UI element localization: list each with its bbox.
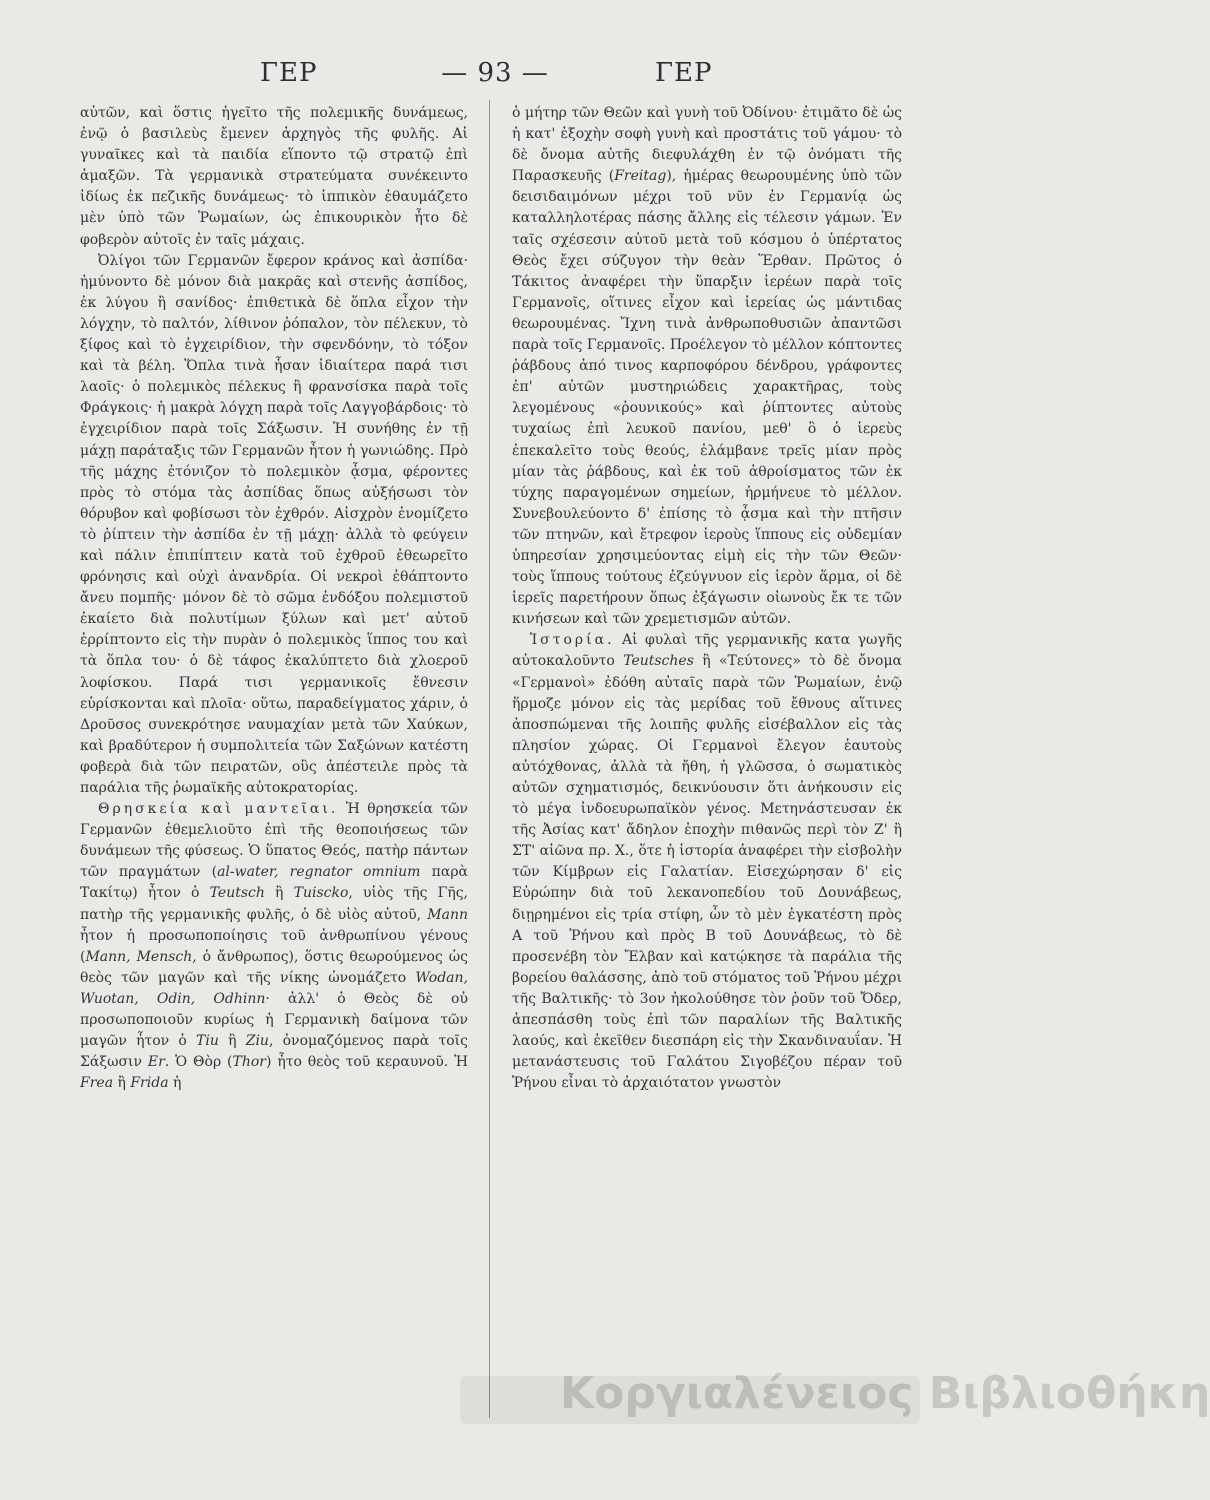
text-run: παρὰ Τακίτῳ) ἦτον ὁ — [80, 864, 469, 902]
latin-term: Teutsch — [209, 885, 265, 902]
latin-term: al-water, regnator omnium — [217, 864, 421, 881]
section-heading: Θρησκεία καὶ μαντεῖαι. — [98, 801, 339, 818]
text-run: ὁ μήτηρ τῶν Θεῶν καὶ γυνὴ τοῦ Ὀδίνου· ἐτιμᾶτο δὲ ὡς ἡ κατ' ἐξοχὴν σοφὴ γυνὴ καὶ προστάτις τοῦ γάμου· τὸ δὲ ὄνομα αὐτῆς διεφυλάχθη ἐν τῷ ὀνόματι τῆς Παρασκευῆς ( — [512, 105, 902, 185]
latin-term: Mann — [427, 906, 468, 923]
latin-term: Frida — [130, 1075, 169, 1092]
latin-term: Frea — [80, 1075, 114, 1092]
paragraph — [80, 799, 468, 1094]
latin-term: Teutsches — [623, 653, 694, 670]
text-run: ) ἦτο θεὸς τοῦ κεραυνοῦ. Ἡ — [266, 1054, 468, 1071]
latin-term: Tiu — [196, 1033, 219, 1050]
text-run: ἢ — [113, 1075, 131, 1092]
text-run: . Ὁ Θὸρ ( — [164, 1054, 233, 1071]
page-header — [0, 58, 995, 98]
text-run: ἡ — [168, 1075, 182, 1092]
left-column — [80, 103, 468, 1423]
section-heading: Ἱστορία. — [530, 632, 615, 649]
latin-term: Er — [147, 1054, 165, 1071]
paragraph — [512, 103, 902, 630]
right-column — [512, 103, 902, 1423]
latin-term: Wodan, Wuotan, Odin, Odhinn — [80, 969, 468, 1007]
text-run: , ὀνομαζόμενος παρὰ τοῖς Σάξωσιν — [80, 1033, 468, 1071]
running-head-right: ΓΕΡ — [655, 58, 713, 88]
library-watermark: Κοργιαλένειος Βιβλιοθήκη — [560, 1368, 1210, 1419]
latin-term: Mann, Mensch — [85, 948, 193, 965]
text-run: , ὁ ἄνθρωπος), ὅστις θεωρούμενος ὡς θεὸς τῶν μαγῶν καὶ τῆς νίκης ὠνομάζετο — [80, 948, 468, 986]
paragraph: αὐτῶν, καὶ ὅστις ἡγεῖτο τῆς πολεμικῆς δυνάμεως, ἐνῷ ὁ βασιλεὺς ἔμενεν ἀρχηγὸς τῆς φυλῆς. Αἱ γυναῖκες καὶ τὰ παιδία εἵποντο τῷ στρατῷ ἐπὶ ἁμαξῶν. Τὰ γερμανικὰ στρατεύματα συνέκειντο ἰδίως ἐκ πεζικῆς δυνάμεως· τὸ ἱππικὸν ἐθαυμάζετο μὲν ὑπὸ τῶν Ῥωμαίων, ὡς ἐπικουρικὸν ἦτο δὲ φοβερὸν αὐτοῖς ἐν ταῖς μάχαις. — [80, 105, 468, 248]
paragraph — [512, 630, 902, 1094]
running-head-left: ΓΕΡ — [260, 58, 318, 88]
latin-term: Tuiscko — [293, 885, 349, 902]
text-run: , υἱὸς τῆς Γῆς, πατὴρ τῆς γερμανικῆς φυλῆς, ὁ δὲ υἱὸς αὐτοῦ, — [80, 885, 468, 923]
text-run: ἦτον ἡ προσωποποίησις τοῦ ἀνθρωπίνου γένους ( — [80, 927, 468, 965]
text-run: ἢ — [264, 885, 294, 902]
text-run: ἢ — [218, 1033, 246, 1050]
text-run: Αἱ φυλαὶ τῆς γερμανικῆς κατα γωγῆς αὐτοκαλοῦντο — [512, 632, 902, 670]
paragraph: Ὀλίγοι τῶν Γερμανῶν ἔφερον κράνος καὶ ἀσπίδα· ἠμύνοντο δὲ μόνον διὰ μακρᾶς καὶ στενῆς ἀσπίδος, ἐκ λύγου ἢ σανίδος· ἐπιθετικὰ δὲ ὅπλα εἶχον τὴν λόγχην, τὸ παλτόν, λίθινον ῥόπαλον, τὸν πέλεκυν, τὸ ξίφος καὶ τὸ ἐγχειρίδιον, τὴν σφενδόνην, τὸ τόξον καὶ τὰ βέλη. Ὅπλα τινὰ ἦσαν ἰδιαίτερα παρά τισι λαοῖς· ὁ πολεμικὸς πέλεκυς ἢ φρανσίσκα παρὰ τοῖς Φράγκοις· ἡ μακρὰ λόγχη παρὰ τοῖς Λαγγοβάρδοις· τὸ ἐγχειρίδιον παρὰ τοῖς Σάξωσιν. Ἡ συνήθης ἐν τῇ μάχῃ παράταξις τῶν Γερμανῶν ἦτον ἡ γωνιώδης. Πρὸ τῆς μάχης ἐτόνιζον τὸ πολεμικὸν ᾆσμα, φέροντες πρὸς τὸ στόμα τὰς ἀσπίδας ὅπως αὐξήσωσι τὸν θόρυβον καὶ φοβίσωσι τὸν ἐχθρόν. Αἰσχρὸν ἐνομίζετο τὸ ῥίπτειν τὴν ἀσπίδα ἐν τῇ μάχῃ· ἀλλὰ τὸ φεύγειν καὶ πάλιν ἐπιπίπτειν κατὰ τοῦ ἐχθροῦ ἐθεωρεῖτο φρόνησις καὶ οὐχὶ ἀνανδρία. Οἱ νεκροὶ ἐθάπτοντο ἄνευ πομπῆς· μόνον δὲ τὸ σῶμα ἐνδόξου πολεμιστοῦ ἐκαίετο διὰ πολυτίμων ξύλων καὶ μετ' αὐτοῦ ἐρρίπτοντο εἰς τὴν πυρὰν ὁ πολεμικὸς ἵππος του καὶ τὰ ὅπλα του· ὁ δὲ τάφος ἐκαλύπτετο διὰ χλοεροῦ λοφίσκου. Παρά τισι γερμανικοῖς ἔθνεσιν εὑρίσκονται καὶ πλοῖα· οὕτω, παραδείγματος χάριν, ὁ Δροῦσος συνεκρότησε ναυμαχίαν μετὰ τῶν Χαύκων, καὶ βραδύτερον ἡ συμπολιτεία τῶν Σαξώνων κατέστη φοβερὰ διὰ τῶν πειρατῶν, οὓς ἀπέστειλε πρὸς τὰ παράλια τῆς ῥωμαϊκῆς αὐτοκρατορίας. — [80, 252, 468, 796]
text-run: ), ἡμέρας θεωρουμένης ὑπὸ τῶν δεισιδαιμόνων μέχρι τοῦ νῦν ἐν Γερμανίᾳ ὡς καταλληλοτέρας πάσης ἄλλης εἰς τέλεσιν γάμων. Ἐν ταῖς σχέσεσιν αὐτοῦ μετὰ τοῦ κόσμου ὁ ὑπέρτατος Θεὸς ἔχει σύζυγον τὴν θεὰν Ἕρθαν. Πρῶτος ὁ Τάκιτος ἀναφέρει τὴν ὕπαρξιν ἱερέων παρὰ τοῖς Γερμανοῖς, οἵτινες εἶχον καὶ ἱερείας ὡς μάντιδας θεωρουμένας. Ἴχνη τινὰ ἀνθρωποθυσιῶν ἀπαντῶσι παρὰ τοῖς Γερμανοῖς. Προέλεγον τὸ μέλλον κόπτοντες ῥάβδους ἀπό τινος καρποφόρου δένδρου, γράφοντες ἐπ' αὐτῶν μυστηριώδεις χαρακτῆρας, τοὺς λεγομένους «ῥουνικούς» καὶ ῥίπτοντες αὐτοὺς τυχαίως ἐπὶ λευκοῦ πανίου, μεθ' ὃ ὁ ἱερεὺς ἐπεκαλεῖτο τοὺς θεούς, ἐλάμβανε τρεῖς μίαν πρὸς μίαν τὰς ῥάβδους, καὶ ἐκ τοῦ ἀθροίσματος τῶν ἐκ τύχης παραγομένων σημείων, ἡρμήνευε τὸ μέλλον. Συνεβουλεύοντο δ' ἐπίσης τὸ ᾆσμα καὶ τὴν πτῆσιν τῶν πτηνῶν, καὶ ἔτρεφον ἱεροὺς ἵππους εἰς οὐδεμίαν ὑπηρεσίαν χρησιμεύοντας εἰμὴ εἰς τὴν τῶν Θεῶν· τοὺς ἵππους τούτους ἐζεύγνυον εἰς ἱερὸν ἅρμα, οἱ δὲ ἱερεῖς παρετήρουν ὅπως ἐξάγωσιν οἰωνοὺς ἔκ τε τῶν κινήσεων καὶ τῶν χρεμετισμῶν αὐτῶν. — [512, 168, 902, 628]
latin-term: Thor — [232, 1054, 266, 1071]
latin-term: Ziu — [245, 1033, 269, 1050]
column-divider — [489, 100, 490, 1418]
watermark-band — [460, 1376, 920, 1424]
latin-term: Freitag — [614, 168, 667, 185]
text-run: Ἡ θρησκεία τῶν Γερμανῶν ἐθεμελιοῦτο ἐπὶ τῆς θεοποιήσεως τῶν δυνάμεων τῆς φύσεως. Ὁ ὕπατος Θεός, πατὴρ πάντων τῶν πραγμάτων ( — [80, 801, 468, 881]
page-number: — 93 — — [441, 58, 549, 88]
text-run: · ἀλλ' ὁ Θεὸς δὲ οὐ προσωποποιοῦν κυρίως ἡ Γερμανικὴ δαίμονα τῶν μαγῶν ἦτον ὁ — [80, 990, 468, 1050]
text-run: ἢ «Τεύτονες» τὸ δὲ ὄνομα «Γερμανοὶ» ἐδόθη αὐταῖς παρὰ τῶν Ῥωμαίων, ἐνῷ ἥρμοζε μόνον εἰς τὰς μερίδας τοῦ ἔθνους αἵτινες ἀποσπώμεναι τῆς λοιπῆς φυλῆς εἰσέβαλλον εἰς τὰς πλησίον χώρας. Οἱ Γερμανοὶ ἔλεγον ἑαυτοὺς αὐτόχθονας, ἀλλὰ τὰ ἤθη, ἡ γλῶσσα, ὁ σωματικὸς αὐτῶν σχηματισμός, δεικνύουσιν ὅτι ἀνήκουσιν εἰς τὸ μέγα ἰνδοευρωπαϊκὸν γένος. Μετηνάστευσαν ἐκ τῆς Ἀσίας κατ' ἄδηλον ἐποχὴν πιθανῶς περὶ τὸν Ζ' ἢ ΣΤ' αἰῶνα πρ. Χ., ὅτε ἡ ἱστορία ἀναφέρει τὴν εἰσβολὴν τῶν Κίμβρων εἰς Γαλατίαν. Εἰσεχώρησαν δ' εἰς Εὐρώπην διὰ τοῦ λεκανοπεδίου τοῦ Δουνάβεως, διῃρημένοι εἰς τρία στίφη, ὧν τὸ μὲν ἐγκατέστη πρὸς Α τοῦ Ῥήνου καὶ πρὸς Β τοῦ Δουνάβεως, τὸ δὲ προσενέβη τὸν Ἔλβαν καὶ κατῴκησε τὰ παράλια τῆς βορείου θαλάσσης, ἀπὸ τοῦ στόματος τοῦ Ῥήνου μέχρι τῆς Βαλτικῆς· τὸ 3ον ἠκολούθησε τὸν ῥοῦν τοῦ Ὄδερ, ἀπεσπάσθη τοὺς ἐπὶ τῶν παραλίων τῆς Βαλτικῆς λαούς, καὶ ἐκεῖθεν διεσπάρη εἰς τὴν Σκανδιναυΐαν. Ἡ μετανάστευσις τοῦ Γαλάτου Σιγοβέζου πέραν τοῦ Ῥήνου εἶναι τὸ ἀρχαιότατον γνωστὸν — [512, 653, 903, 1092]
